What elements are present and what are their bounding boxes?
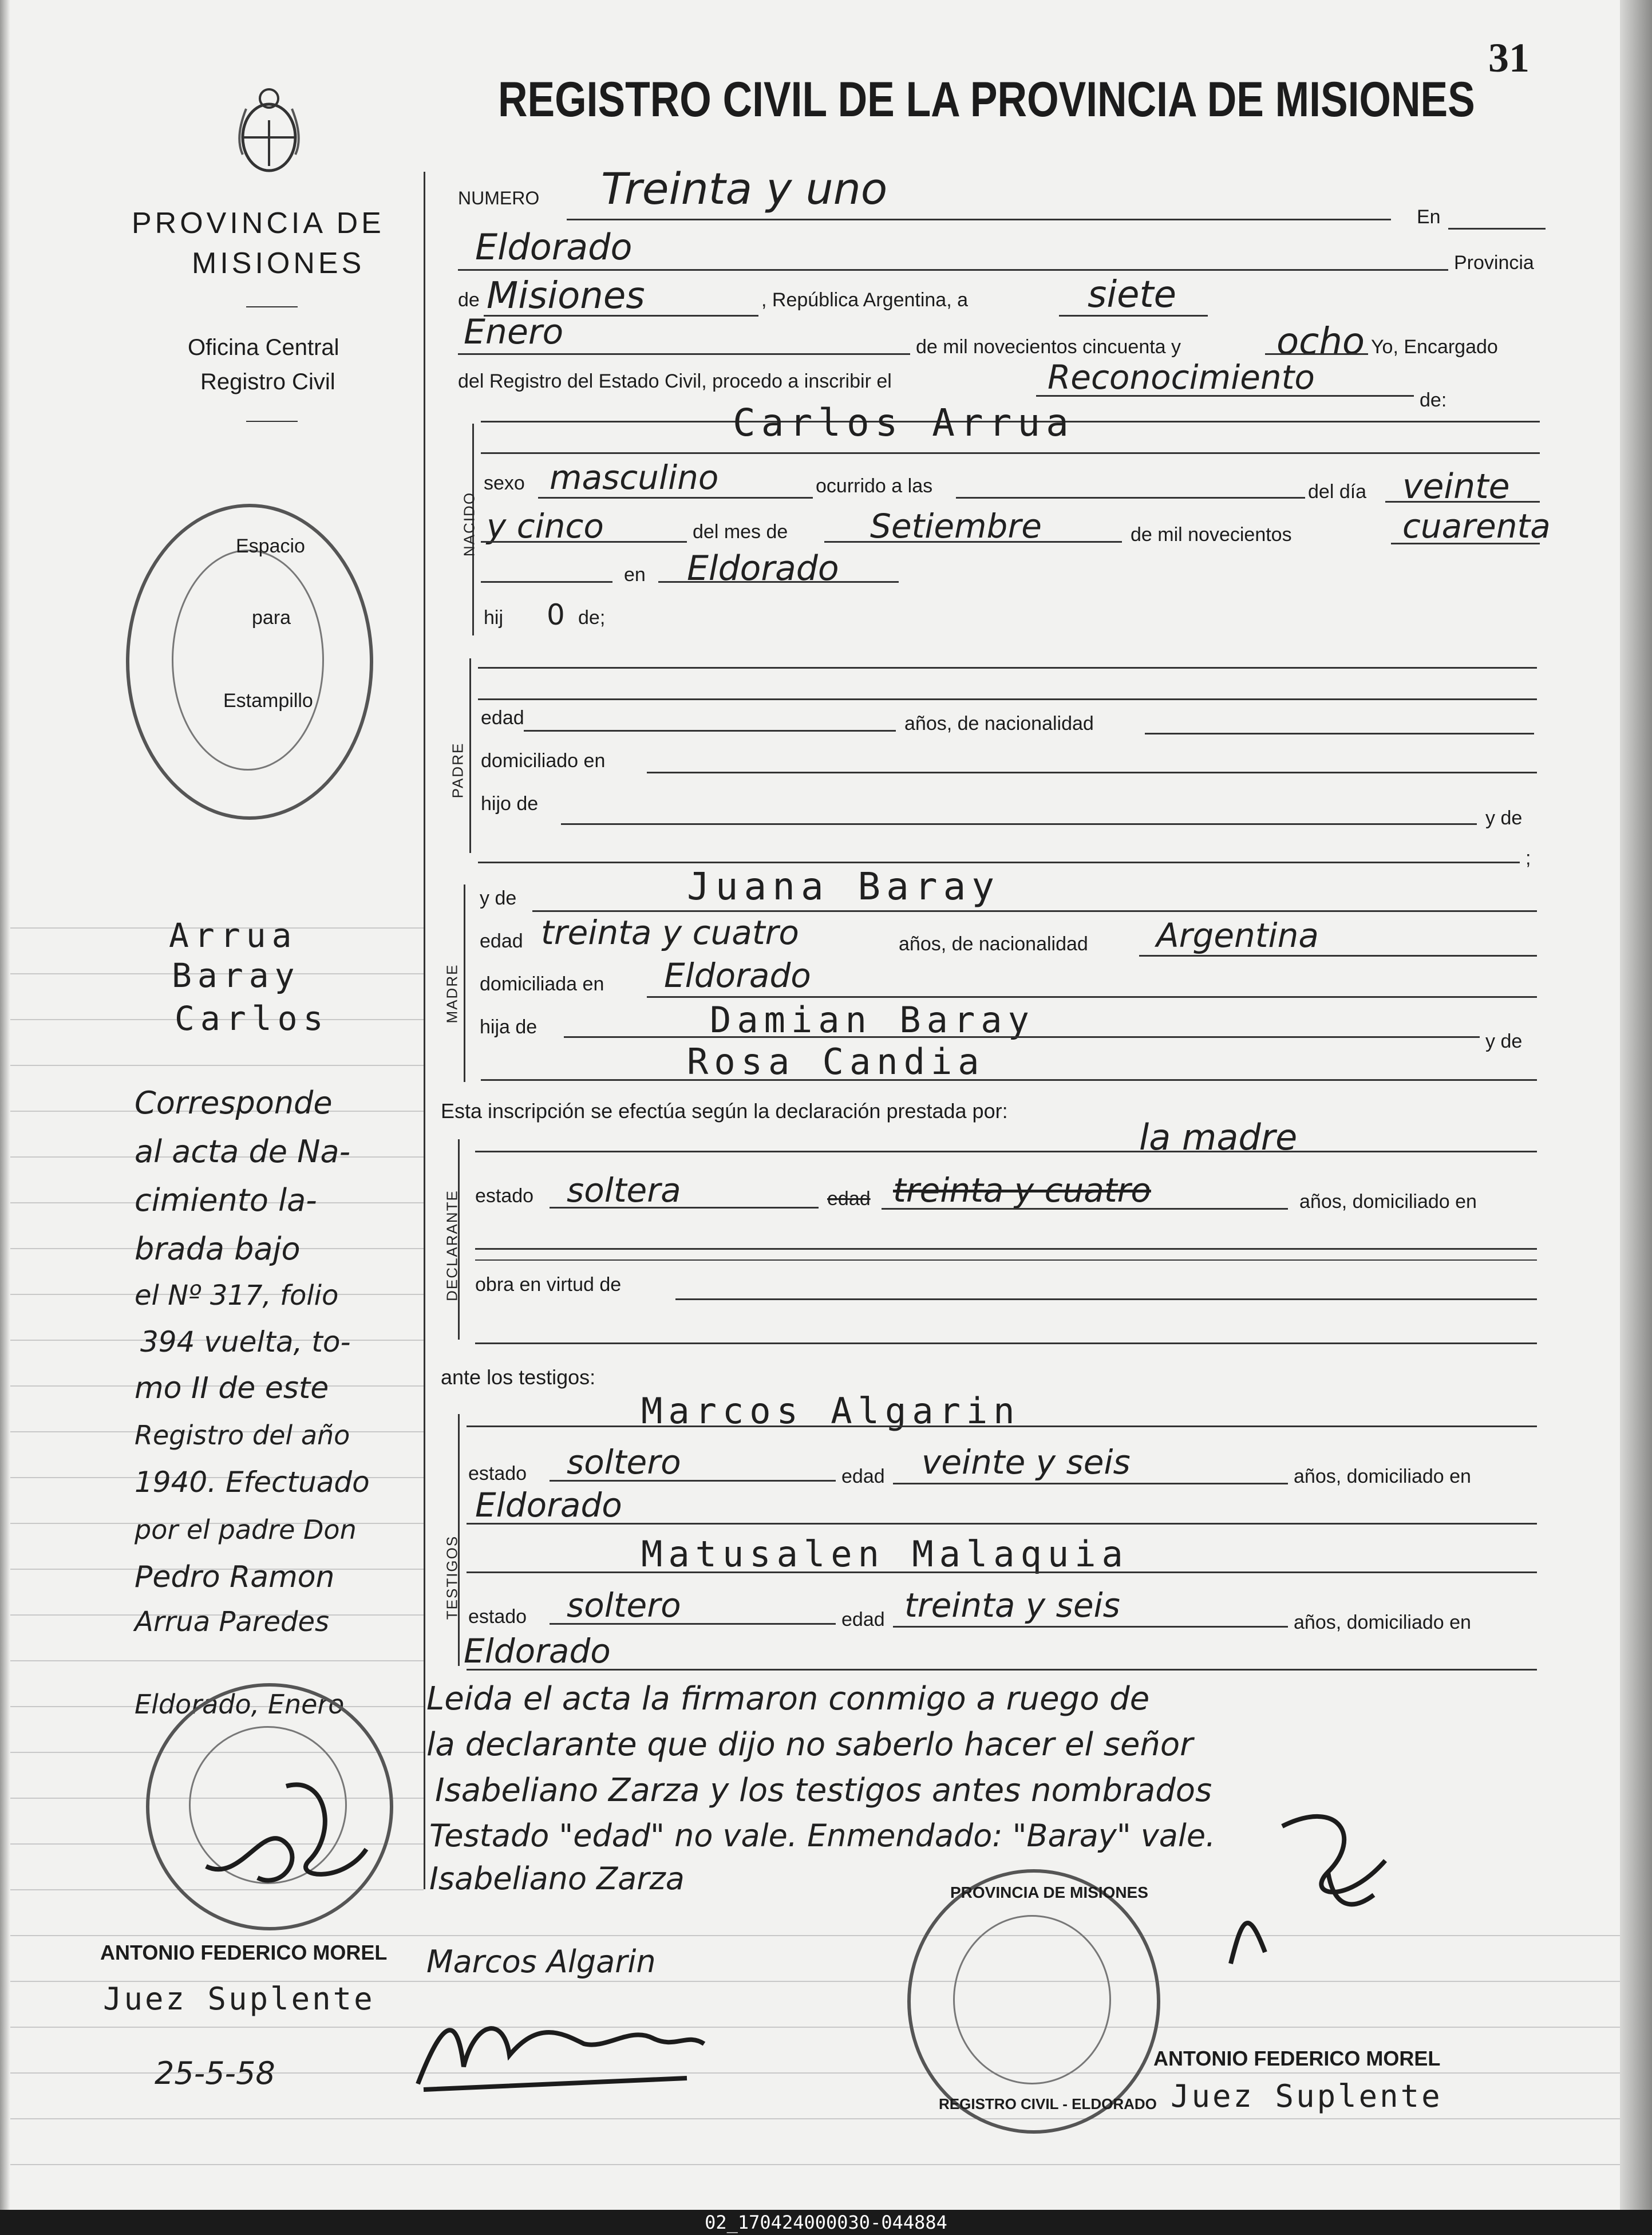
line-abuela: [481, 1079, 1537, 1081]
judge-name-right: ANTONIO FEDERICO MOREL: [1153, 2047, 1441, 2070]
section-testigos: TESTIGOS: [443, 1535, 461, 1620]
label-madre-yde2: y de: [1485, 1030, 1523, 1052]
value-test1-dom: Eldorado: [475, 1486, 622, 1525]
label-provincia: Provincia: [1454, 252, 1534, 274]
margin-note-line: mo II de este: [135, 1371, 329, 1405]
margin-note-line: 1940. Efectuado: [135, 1466, 370, 1499]
label-obra: obra en virtud de: [475, 1274, 622, 1296]
line-test2-dom: [467, 1669, 1537, 1671]
label-en: En: [1417, 206, 1441, 228]
value-anio: ocho: [1276, 321, 1365, 363]
line-obra: [675, 1298, 1537, 1300]
province-line-1: PROVINCIA DE: [132, 207, 385, 240]
judge-title-left: Juez Suplente: [103, 1981, 375, 2017]
binding-edge: [1620, 0, 1652, 2210]
value-declarante: la madre: [1139, 1116, 1298, 1158]
line-test2: [467, 1571, 1537, 1573]
value-mes-nac: Setiembre: [870, 507, 1042, 546]
padre-bracket: [469, 658, 471, 853]
label-del-dia: del día: [1308, 481, 1367, 503]
value-madre-edad: treinta y cuatro: [541, 913, 799, 952]
label-de-mil: de mil novecientos cincuenta y: [916, 336, 1181, 358]
line-madre-nac: [1139, 955, 1537, 957]
label-ante: ante los testigos:: [441, 1365, 596, 1389]
margin-note-line: cimiento la-: [135, 1182, 317, 1218]
line-abuelo: [564, 1036, 1480, 1038]
value-test1-estado: soltero: [567, 1443, 681, 1482]
line-test2-edad: [893, 1626, 1288, 1628]
value-anio-nac: cuarenta: [1402, 507, 1551, 546]
label-inscripcion: Esta inscripción se efectúa según la declaración prestada por:: [441, 1099, 1008, 1123]
value-test2-estado: soltero: [567, 1586, 681, 1625]
closing-line-4: Testado "edad" no vale. Enmendado: "Baray" vale.: [429, 1818, 1216, 1854]
right-registry-seal-inner: [953, 1915, 1111, 2084]
line-hora-nac: [481, 581, 612, 583]
seal-bottom-text: REGISTRO CIVIL - ELDORADO: [939, 2095, 1157, 2112]
label-padre-hijo: hijo de: [481, 793, 539, 815]
value-hij: 0: [547, 598, 565, 631]
margin-note-line: Arrua Paredes: [135, 1606, 330, 1638]
header-rule-1: [246, 306, 298, 307]
margin-note-line: Corresponde: [135, 1085, 333, 1121]
value-numero: Treinta y uno: [601, 163, 888, 214]
left-edge: [0, 0, 10, 2210]
value-abuelo: Damian Baray: [710, 999, 1035, 1041]
label-decl-edad: edad: [827, 1188, 871, 1210]
line-test1-estado: [550, 1480, 836, 1482]
value-decl-edad: treinta y cuatro: [893, 1171, 1151, 1210]
line-en-end: [1448, 228, 1546, 230]
line-mes: [458, 353, 910, 355]
madre-bracket: [464, 884, 465, 1082]
label-decl-dom: años, domiciliado en: [1299, 1191, 1477, 1213]
line-padre-hijo: [561, 823, 1477, 825]
value-lugar-nac: Eldorado: [687, 548, 839, 589]
value-decl-estado: soltera: [567, 1171, 681, 1210]
closing-line-2: la declarante que dijo no saberlo hacer el señor: [426, 1726, 1193, 1763]
line-test1-edad: [893, 1483, 1288, 1484]
signature-witness-2: [412, 1998, 710, 2101]
label-test1-estado: estado: [468, 1463, 527, 1484]
label-de-colon: de:: [1420, 389, 1447, 411]
label-madre-hija: hija de: [480, 1016, 538, 1038]
margin-note-line: al acta de Na-: [135, 1134, 351, 1170]
line-padre-abuela: [478, 862, 1520, 863]
line-lugar-nac: [658, 581, 899, 583]
margin-note-line: por el padre Don: [135, 1514, 357, 1545]
line-sexo: [538, 497, 813, 499]
line-lugar: [458, 269, 1448, 271]
label-padre-dom: domiciliado en: [481, 750, 606, 772]
label-ocurrido: ocurrido a las: [816, 475, 933, 497]
label-madre-edad: edad: [480, 930, 523, 952]
line-padre-name: [478, 698, 1537, 700]
header-rule-2: [246, 421, 298, 422]
office-line-1: Oficina Central: [188, 335, 339, 360]
margin-name-1: Arrua: [169, 916, 298, 955]
image-id-footer: 02_170424000030-044884: [0, 2210, 1652, 2235]
label-padre-edad: edad: [481, 707, 524, 729]
value-test2-edad: treinta y seis: [904, 1586, 1120, 1625]
margin-name-2: Baray: [172, 956, 301, 995]
value-provincia: Misiones: [487, 275, 645, 317]
stamp-box-line-3: Estampillo: [223, 690, 313, 712]
value-test1: Marcos Algarin: [641, 1390, 1021, 1432]
line-padre-nac: [1145, 733, 1534, 735]
signature-left: [195, 1752, 384, 1901]
line-dia: [1059, 315, 1208, 317]
value-madre-dom: Eldorado: [664, 956, 811, 995]
margin-note-line: brada bajo: [135, 1231, 301, 1267]
judge-title-right: Juez Suplente: [1171, 2078, 1442, 2114]
label-del-mes: del mes de: [693, 521, 788, 543]
line-decl-estado: [550, 1207, 819, 1209]
section-padre: PADRE: [449, 742, 467, 799]
label-de-prov: de: [458, 289, 480, 311]
closing-line-3: Isabeliano Zarza y los testigos antes nombrados: [435, 1772, 1212, 1809]
label-madre-dom: domiciliada en: [480, 973, 604, 995]
line-declarante: [475, 1151, 1537, 1152]
section-madre: MADRE: [443, 964, 461, 1024]
line-test1: [467, 1425, 1537, 1427]
page-title: REGISTRO CIVIL DE LA PROVINCIA DE MISIONES: [498, 72, 1475, 127]
margin-note-line: el Nº 317, folio: [135, 1280, 339, 1312]
label-en-nac: en: [624, 564, 646, 586]
margin-note-line: 394 vuelta, to-: [140, 1325, 351, 1359]
line-madre-nombre: [532, 910, 1537, 912]
value-sexo: masculino: [550, 458, 719, 497]
label-padre-yde: y de: [1485, 807, 1523, 829]
label-republica: , República Argentina, a: [761, 289, 969, 311]
page-number: 31: [1488, 35, 1530, 81]
label-de-mil-nov: de mil novecientos: [1131, 524, 1292, 546]
seal-text: PROVINCIA DE MISIONES: [950, 1883, 1148, 1901]
value-test2: Matusalen Malaquia: [641, 1533, 1129, 1575]
margin-date: 25-5-58: [155, 2055, 275, 2091]
label-test1-edad: edad: [841, 1466, 885, 1487]
label-test2-estado: estado: [468, 1606, 527, 1628]
stamp-box-seal-inner: [172, 550, 324, 771]
section-declarante: DECLARANTE: [443, 1190, 461, 1301]
line-mes-nac: [824, 541, 1122, 543]
label-padre-semi: ;: [1525, 847, 1531, 869]
line-test1-dom: [467, 1523, 1537, 1525]
line-padre-dom: [647, 772, 1537, 773]
label-numero: NUMERO: [458, 188, 540, 208]
label-madre-yde: y de: [480, 887, 517, 909]
label-madre-nac: años, de nacionalidad: [899, 933, 1088, 955]
label-test2-dom: años, domiciliado en: [1294, 1612, 1471, 1633]
label-de-semi: de;: [578, 607, 606, 629]
line-anio: [1265, 353, 1368, 355]
line-madre-dom: [647, 996, 1537, 998]
line-decl-dom-2: [475, 1259, 1537, 1261]
line-numero: [567, 219, 1391, 220]
line-obra-2: [475, 1342, 1537, 1344]
margin-name-3: Carlos: [175, 999, 329, 1038]
value-dia-nac-2: y cinco: [487, 507, 604, 546]
line-decl-dom-1: [475, 1248, 1537, 1250]
line-nombre: [481, 452, 1540, 454]
value-acto: Reconocimiento: [1048, 358, 1315, 397]
section-nacido: NACIDO: [460, 491, 478, 557]
label-sexo: sexo: [484, 472, 525, 494]
coat-of-arms-icon: [235, 86, 303, 177]
margin-note-line: Registro del año: [135, 1420, 350, 1451]
value-mes: Enero: [464, 312, 564, 352]
value-lugar: Eldorado: [475, 226, 633, 268]
label-test1-dom: años, domiciliado en: [1294, 1466, 1471, 1487]
line-test2-estado: [550, 1623, 836, 1625]
value-dia: siete: [1088, 274, 1176, 316]
margin-divider: [424, 172, 425, 1889]
judge-name-left: ANTONIO FEDERICO MOREL: [100, 1941, 388, 1964]
line-dia-nac-2: [481, 541, 687, 543]
office-line-2: Registro Civil: [200, 369, 335, 394]
province-line-2: MISIONES: [192, 247, 365, 280]
signature-right: [1214, 1792, 1402, 1975]
label-del-registro: del Registro del Estado Civil, procedo a inscribir el: [458, 370, 892, 392]
margin-note-line: Eldorado, Enero: [135, 1689, 345, 1720]
stamp-box-line-2: para: [252, 607, 291, 629]
stamp-box-line-1: Espacio: [236, 535, 305, 557]
value-madre-nac: Argentina: [1156, 916, 1319, 955]
value-test1-edad: veinte y seis: [922, 1443, 1131, 1482]
value-nombre: Carlos Arrua: [733, 401, 1074, 445]
value-madre-nombre: Juana Baray: [687, 864, 1001, 909]
margin-note-line: Pedro Ramon: [135, 1560, 335, 1594]
closing-line-5: Isabeliano Zarza: [429, 1861, 685, 1897]
line-acto: [1036, 395, 1414, 397]
witness-signature: Marcos Algarin: [426, 1944, 656, 1980]
line-padre-edad: [524, 730, 896, 732]
line-hora: [956, 497, 1305, 499]
label-test2-edad: edad: [841, 1609, 885, 1630]
label-padre-nac: años, de nacionalidad: [904, 713, 1094, 735]
value-abuela: Rosa Candia: [687, 1041, 985, 1083]
value-dia-nac-1: veinte: [1402, 467, 1510, 507]
line-padre-top: [478, 667, 1537, 669]
line-anio-nac: [1391, 543, 1540, 544]
closing-line-1: Leida el acta la firmaron conmigo a ruego de: [426, 1680, 1150, 1717]
value-test2-dom: Eldorado: [464, 1632, 611, 1671]
label-decl-estado: estado: [475, 1185, 534, 1207]
label-hij: hij: [484, 607, 504, 629]
line-dia-nac: [1385, 501, 1540, 503]
label-yo-encargado: Yo, Encargado: [1371, 336, 1498, 358]
line-decl-edad: [882, 1208, 1288, 1210]
